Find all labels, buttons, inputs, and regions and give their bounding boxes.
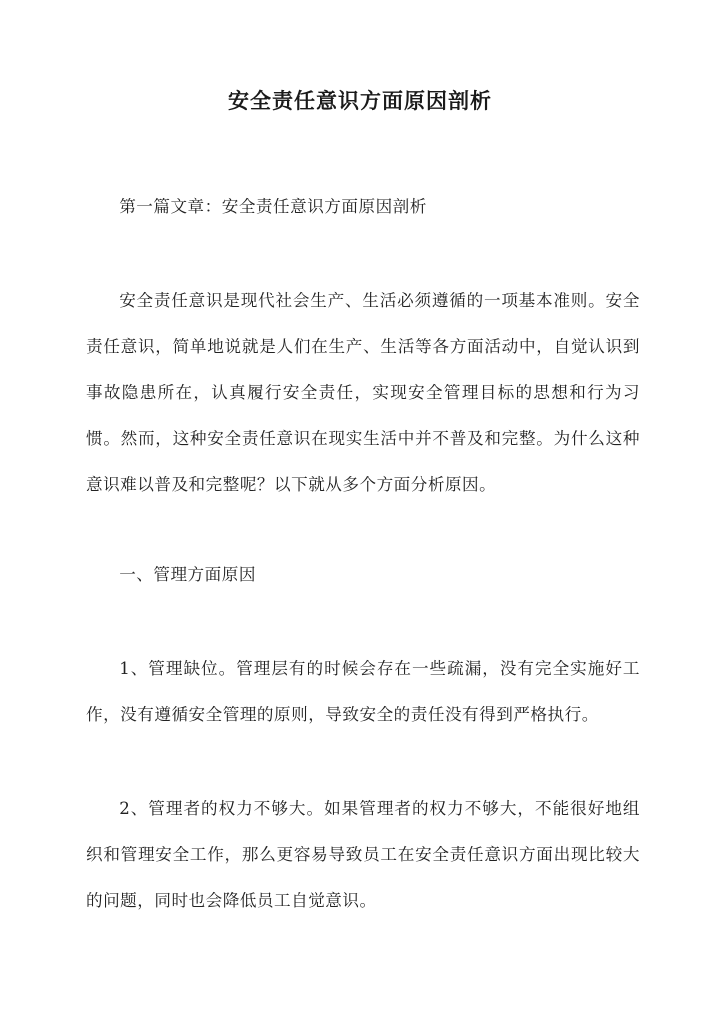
paragraph-item-1: 1、管理缺位。管理层有的时候会存在一些疏漏，没有完全实施好工作，没有遵循安全管理的原则，导致安全的责任没有得到严格执行。 (86, 659, 640, 724)
document-title: 安全责任意识方面原因剖析 (228, 88, 492, 113)
paragraph-item-2: 2、管理者的权力不够大。如果管理者的权力不够大，不能很好地组织和管理安全工作，那么更容易导致员工在安全责任意识方面出现比较大的问题，同时也会降低员工自觉意识。 (86, 799, 640, 910)
intro-paragraph: 安全责任意识是现代社会生产、生活必须遵循的一项基本准则。安全责任意识，简单地说就是人们在生产、生活等各方面活动中，自觉认识到事故隐患所在，认真履行安全责任，实现安全管理目标的思想和行为习惯。然而，这种安全责任意识在现实生活中并不普及和完整。为什么这种意识难以普及和完整呢？以下就从多个方面分析原因。 (86, 291, 640, 494)
section-heading: 一、管理方面原因 (119, 565, 256, 584)
article-subtitle: 第一篇文章：安全责任意识方面原因剖析 (119, 197, 427, 216)
